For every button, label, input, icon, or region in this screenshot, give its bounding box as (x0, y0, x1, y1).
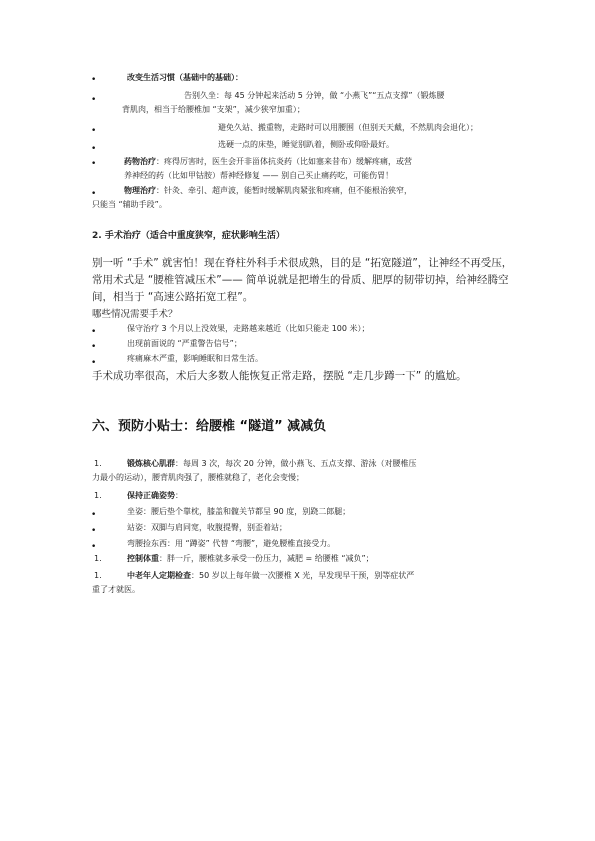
core-label: 锻炼核心肌群 (127, 459, 175, 468)
list-number: 1. (94, 554, 102, 563)
list-item-text: 只能当 “辅助手段”。 (92, 200, 167, 209)
posture-colon: ： (175, 491, 183, 500)
prevention-heading: 六、预防小贴士：给腰椎 “隧道” 减减负 (92, 419, 327, 434)
medication-text: ：疼得厉害时，医生会开非甾体抗炎药（比如塞来昔布）缓解疼痛，或营 (156, 157, 412, 166)
list-item-text (124, 184, 412, 198)
list-item-text: 养神经的药（比如甲钴胺）帮神经修复 —— 别自己买止痛药吃，可能伤胃！ (124, 171, 394, 180)
list-item-text (127, 457, 416, 471)
checkup-label: 中老年人定期检查 (127, 571, 191, 580)
surgery-paragraph: 别一听 “手术” 就害怕！现在脊柱外科手术很成熟，目的是 “拓宽隧道”，让神经不再受压，常用术式是 “腰椎管减压术”—— 简单说就是把增生的骨质、肥厚的韧带切掉，给神经腾空间，相当于 “高速公路拓宽工程”。 (92, 257, 513, 303)
surgery-heading: 2. 手术治疗（适合中重度狭窄，症状影响生活） (92, 231, 285, 241)
posture-item: 站姿：双脚与肩同宽，收腹提臀，别歪着站； (127, 523, 287, 532)
checkup-text: ：50 岁以上每年做一次腰椎 X 光，早发现早干预，别等症状严 (191, 571, 415, 580)
list-item-text: 背肌肉，相当于给腰椎加 “支架”，减少狭窄加重）； (122, 105, 305, 114)
posture-item: 坐姿：腰后垫个靠枕，膝盖和髋关节都呈 90 度，别跷二郎腿； (127, 507, 351, 516)
lifestyle-heading: 改变生活习惯（基础中的基础）： (127, 73, 243, 82)
bullet-dot: • (91, 510, 97, 520)
list-item-text: 避免久站、搬重物，走路时可以用腰围（但别天天戴，不然肌肉会退化）； (218, 123, 478, 132)
bullet-dot: • (91, 542, 97, 552)
condition-item: 疼痛麻木严重，影响睡眠和日常生活。 (127, 354, 263, 363)
surgery-outcome: 手术成功率很高，术后大多数人能恢复正常走路，摆脱 “走几步蹲一下” 的尴尬。 (92, 370, 467, 382)
weight-label: 控制体重 (127, 554, 159, 563)
list-item-text (127, 569, 414, 583)
list-item-text: 力最小的运动），腰背肌肉强了，腰椎就稳了，老化会变慢； (92, 473, 304, 482)
bullet-dot: • (91, 159, 97, 169)
list-item-text (127, 552, 374, 566)
bullet-dot: • (91, 358, 97, 368)
list-number: 1. (94, 459, 102, 468)
list-item-text: 选硬一点的床垫，睡觉别趴着，侧卧或仰卧最好。 (218, 140, 394, 149)
condition-item: 保守治疗 3 个月以上没效果，走路越来越近（比如只能走 100 米）； (127, 324, 370, 333)
list-item-text (124, 155, 412, 169)
bullet-dot: • (91, 327, 97, 337)
bullet-dot: • (91, 126, 97, 136)
bullet-dot: • (91, 144, 97, 154)
posture-label: 保持正确姿势 (127, 491, 175, 500)
list-item-text: 告别久坐：每 45 分钟起来活动 5 分钟，做 “小燕飞”“五点支撑”（锻炼腰 (184, 91, 445, 100)
bullet-dot: • (91, 75, 97, 85)
condition-item: 出现前面说的 “严重警告信号”； (127, 339, 242, 348)
bullet-dot: • (91, 342, 97, 352)
list-number: 1. (94, 491, 102, 500)
physio-text: ：针灸、牵引、超声波，能暂时缓解肌肉紧张和疼痛，但不能根治狭窄， (156, 186, 412, 195)
weight-text: ：胖一斤，腰椎就多承受一份压力，减肥 = 给腰椎 “减负”； (159, 554, 374, 563)
posture-item: 弯腰捡东西：用 “蹲姿” 代替 “弯腰”，避免腰椎直接受力。 (127, 539, 336, 548)
bullet-dot: • (91, 95, 97, 105)
list-number: 1. (94, 571, 102, 580)
medication-label: 药物治疗 (124, 157, 156, 166)
list-item-text (127, 489, 183, 503)
list-item-text: 重了才就医。 (92, 585, 140, 594)
surgery-question: 哪些情况需要手术？ (92, 309, 178, 320)
bullet-dot: • (91, 526, 97, 536)
core-text: ：每周 3 次，每次 20 分钟，做小燕飞、五点支撑、游泳（对腰椎压 (175, 459, 417, 468)
bullet-dot: • (91, 189, 97, 199)
physio-label: 物理治疗 (124, 186, 156, 195)
